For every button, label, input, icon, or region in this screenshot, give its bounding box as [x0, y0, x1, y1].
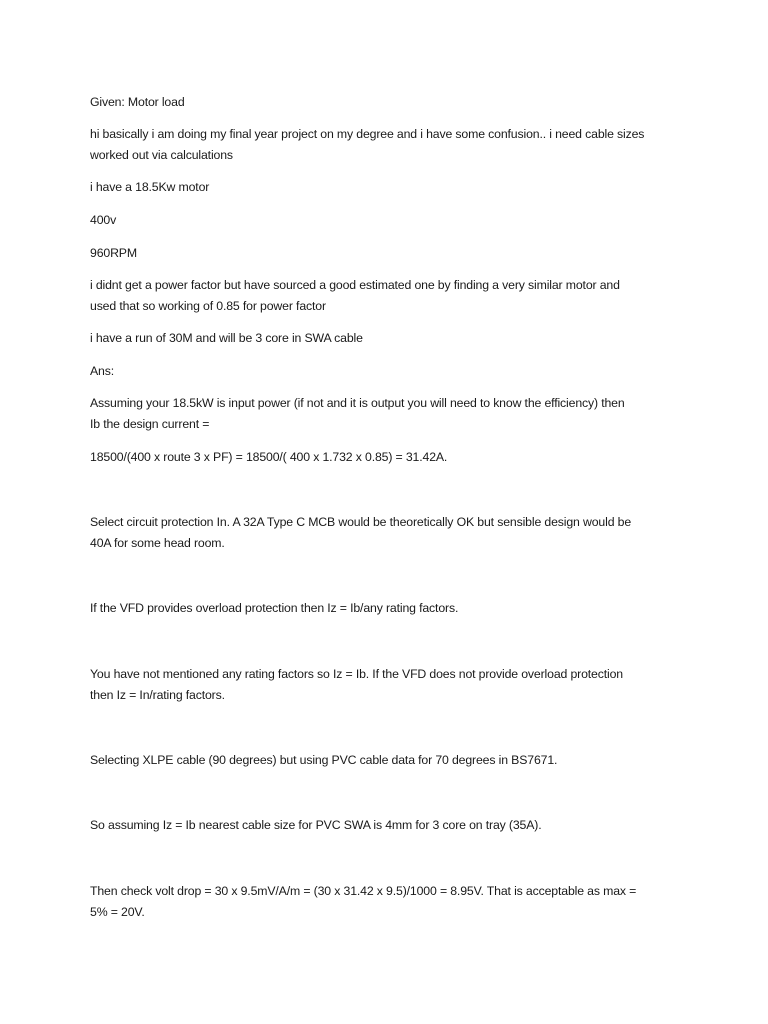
- paragraph-cable-run: i have a run of 30M and will be 3 core in SWA cable: [90, 331, 363, 345]
- paragraph-design-current: 18500/(400 x route 3 x PF) = 18500/( 400 x 1.732 x 0.85) = 31.42A.: [90, 450, 448, 464]
- paragraph-vfd-overload: If the VFD provides overload protection then Iz = Ib/any rating factors.: [90, 601, 459, 615]
- paragraph-answer-heading: Ans:: [90, 364, 115, 378]
- paragraph-voltage: 400v: [90, 213, 117, 227]
- paragraph-cable-selection: Selecting XLPE cable (90 degrees) but using PVC cable data for 70 degrees in BS7671.: [90, 753, 558, 767]
- paragraph-rpm: 960RPM: [90, 246, 137, 260]
- paragraph-volt-drop: Then check volt drop = 30 x 9.5mV/A/m = (30 x 31.42 x 9.5)/1000 = 8.95V. That is acceptable as max = 5% = 20V.: [90, 884, 637, 919]
- paragraph-assumption: Assuming your 18.5kW is input power (if not and it is output you will need to know the efficiency) then Ib the design current =: [90, 396, 625, 431]
- paragraph-intro: hi basically i am doing my final year project on my degree and i have some confusion.. i need cable sizes worked out via calculations: [90, 127, 645, 162]
- paragraph-rating-factors: You have not mentioned any rating factors so Iz = Ib. If the VFD does not provide overload protection then Iz = In/rating factors.: [90, 667, 623, 702]
- paragraph-power-factor: i didnt get a power factor but have sourced a good estimated one by finding a very similar motor and used that so working of 0.85 for power factor: [90, 278, 620, 313]
- paragraph-motor-power: i have a 18.5Kw motor: [90, 180, 210, 194]
- paragraph-circuit-protection: Select circuit protection In. A 32A Type C MCB would be theoretically OK but sensible design would be 40A for some head room.: [90, 515, 632, 550]
- paragraph-cable-size: So assuming Iz = Ib nearest cable size for PVC SWA is 4mm for 3 core on tray (35A).: [90, 818, 542, 832]
- paragraph-given: Given: Motor load: [90, 95, 185, 109]
